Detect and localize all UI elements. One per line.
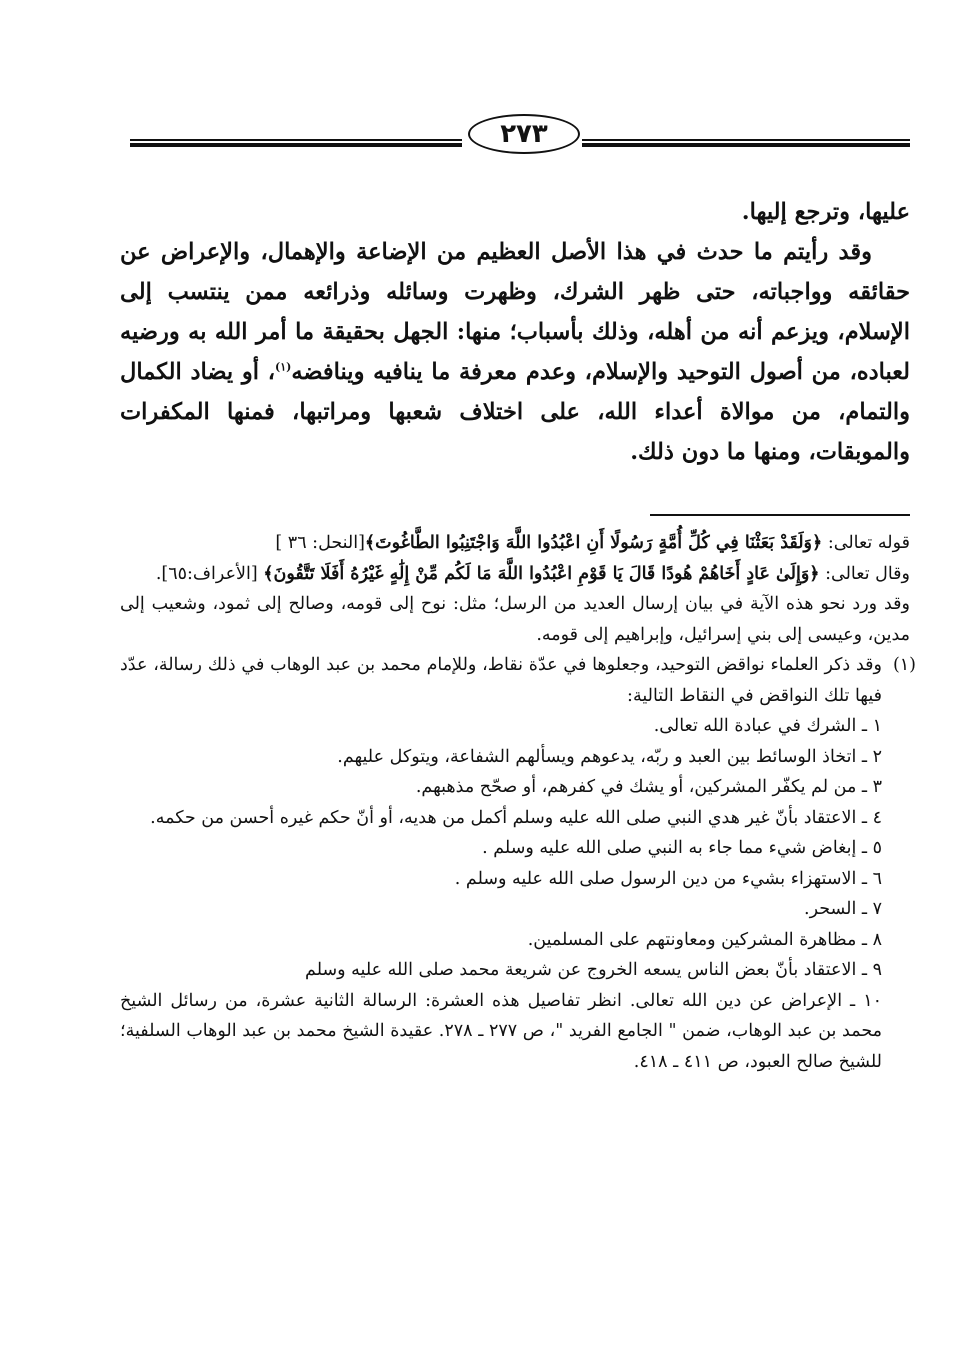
verse1-intro: قوله تعالى: <box>827 533 910 553</box>
nullifier-item: ٥ ـ إبغاض شيء مما جاء به النبي صلى الله عليه وسلم . <box>482 838 882 858</box>
header-rule-left <box>130 139 462 148</box>
verse1-text: ﴿وَلَقَدْ بَعَثْنَا فِي كُلِّ أُمَّةٍ رَسُولًا أَنِ اعْبُدُوا اللَّهَ وَاجْتَنِبُوا الطَّاغُوتَ﴾ <box>364 533 823 553</box>
footnote-marker: (١) <box>892 655 916 675</box>
verse2-intro: وقال تعالى: <box>825 563 910 584</box>
nullifier-item: ١ ـ الشرك في عبادة الله تعالى. <box>653 716 882 736</box>
body-text-part2: ، أو يضاد الكمال والتمام، من موالاة أعداء الله، على اختلاف شعبها ومراتبها، فمنها المكفرات والموبقات، ومنها ما دون ذلك. <box>120 359 910 465</box>
page-number: ٢٧٣ <box>468 114 580 154</box>
nullifier-item: ٢ ـ اتخاذ الوسائط بين العبد و ربّه، يدعوهم ويسألهم الشفاعة، ويتوكل عليهم. <box>337 746 882 767</box>
nullifier-item: ٤ ـ الاعتقاد بأنّ غير هدي النبي صلى الله عليه وسلم أكمل من هديه، أو أنّ حكم غيره أحسن من حكمه. <box>150 807 882 828</box>
nullifier-item: ٣ ـ من لم يكفّر المشركين، أو يشك في كفرهم، أو صحّح مذهبهم. <box>415 777 882 797</box>
footnote-prophets-paragraph: وقد ورد نحو هذه الآية في بيان إرسال العديد من الرسل؛ مثل: نوح إلى قومه، وصالح إلى ثمود، وشعيب إلى مدين، وعيسى إلى بني إسرائيل، وإبراهيم إلى قومه. <box>120 594 910 645</box>
verse1-ref: [النحل: ٣٦ ] <box>275 533 365 553</box>
footnote-1-intro: وقد ذكر العلماء نواقض التوحيد، وجعلوها في عدّة نقاط، وللإمام محمد بن عبد الوهاب في ذلك رسالة، عدّد فيها تلك النواقض في النقاط التالية: <box>120 655 882 706</box>
footnote-separator <box>650 514 910 516</box>
verse2-text: ﴿وَإِلَىٰ عَادٍ أَخَاهُمْ هُودًا قَالَ يَا قَوْمِ اعْبُدُوا اللَّهَ مَا لَكُم مِّنْ إِلَٰهٍ غَيْرُهُ أَفَلَا تَتَّقُونَ﴾ <box>263 563 820 584</box>
page-header <box>130 108 910 158</box>
footnotes <box>120 528 916 1077</box>
header-rule-right <box>582 139 910 148</box>
footnote-verse-2 <box>120 559 910 590</box>
verse2-ref: [الأعراف:٦٥]. <box>155 563 258 584</box>
nullifier-item: ٧ ـ السحر. <box>804 899 882 919</box>
footnote-reference: (١) <box>274 360 292 374</box>
nullifier-item: ٦ ـ الاستهزاء بشيء من دين الرسول صلى الله عليه وسلم . <box>454 868 882 889</box>
body-paragraph-continuation: عليها، وترجع إليها. <box>741 199 910 225</box>
nullifier-item: ٨ ـ مظاهرة المشركين ومعاونتهم على المسلمين. <box>527 929 882 950</box>
main-text <box>120 192 910 472</box>
body-text-part1: وقد رأيتم ما حدث في هذا الأصل العظيم من الإضاعة والإهمال، والإعراض عن حقائقه وواجباته، حتى ظهر الشرك، وظهرت وسائله وذرائعه ممن ينتسب إلى الإسلام، ويزعم أنه من أهله، وذلك بأسباب؛ منها: الجهل بحقيقة ما أمر الله به ورضيه لعباده، من أصول التوحيد والإسلام، وعدم معرفة ما ينافيه وينافضه <box>120 239 910 385</box>
footnote-1 <box>120 650 916 711</box>
nullifier-item: ٩ ـ الاعتقاد بأنّ بعض الناس يسعه الخروج عن شريعة محمد صلى الله عليه وسلم <box>305 960 882 980</box>
body-paragraph <box>120 232 910 472</box>
footnote-verse-1 <box>120 528 910 559</box>
nullifier-item: ١٠ ـ الإعراض عن دين الله تعالى. انظر تفاصيل هذه العشرة: الرسالة الثانية عشرة، من رسائل الشيخ محمد بن عبد الوهاب، ضمن " الجامع الفريد "، ص ٢٧٧ ـ ٢٧٨. عقيدة الشيخ محمد بن عبد الوهاب السلفية؛ للشيخ صالح العبود، ص ٤١١ ـ ٤١٨. <box>120 990 882 1072</box>
